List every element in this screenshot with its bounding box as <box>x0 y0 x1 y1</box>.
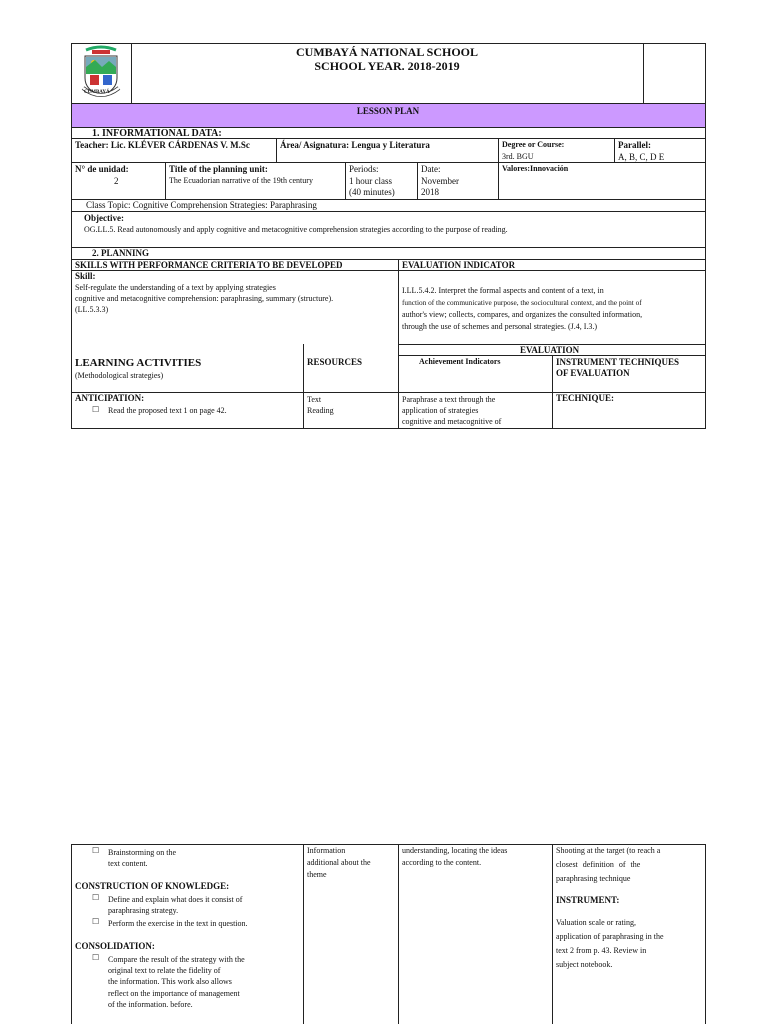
instrument-techniques-header-1: INSTRUMENT TECHNIQUES <box>556 357 679 367</box>
compare-line-2: original text to relate the fidelity of <box>108 966 221 975</box>
instrument-line-4: subject notebook. <box>556 960 613 969</box>
skill-line-2: cognitive and metacognitive comprehension: paraphrasing, summary (structure). <box>75 294 334 303</box>
resources-header: RESOURCES <box>307 357 363 367</box>
perform-item: Perform the exercise in the text in question. <box>108 919 248 928</box>
degree-label: Degree or Course: <box>502 140 565 149</box>
achievement-line-3: cognitive and metacognitive of <box>402 417 502 426</box>
planning-unit-title-value: The Ecuadorian narrative of the 19th century <box>169 176 313 185</box>
objective-text: OG.LL.5. Read autonomously and apply cognitive and metacognitive comprehension strategies according to the purpose of reading. <box>84 225 508 234</box>
bullet-icon: ☐ <box>92 893 100 902</box>
instrument-line-1: Valuation scale or rating, <box>556 918 636 927</box>
unit-value: 2 <box>114 176 119 186</box>
anticipation-label: ANTICIPATION: <box>75 393 145 403</box>
compare-line-5: of the information. before. <box>108 1000 193 1009</box>
achievement-indicators-header: Achievement Indicators <box>419 357 501 366</box>
objective-label: Objective: <box>84 213 124 223</box>
learning-activities-header: LEARNING ACTIVITIES <box>75 357 202 369</box>
lesson-plan-title: LESSON PLAN <box>356 106 420 116</box>
planning-unit-title-label: Title of the planning unit: <box>169 164 268 174</box>
evaluation-header: EVALUATION <box>520 345 580 355</box>
resources-text-1: Text <box>307 395 322 404</box>
bullet-icon: ☐ <box>92 846 100 855</box>
instrument-techniques-header-2: OF EVALUATION <box>556 368 630 378</box>
skill-line-1: Self-regulate the understanding of a text by applying strategies <box>75 283 276 292</box>
logo-text: CUMBAYÁ <box>84 90 110 95</box>
area-subject: Área/ Asignatura: Lengua y Literatura <box>280 140 430 150</box>
construction-label: CONSTRUCTION OF KNOWLEDGE: <box>75 881 230 891</box>
consolidation-label: CONSOLIDATION: <box>75 941 155 951</box>
date-line-2: 2018 <box>421 187 439 197</box>
indicator-line-1: I.LL.5.4.2. Interpret the formal aspects and content of a text, in <box>402 286 604 295</box>
school-year: SCHOOL YEAR. 2018-2019 <box>314 59 460 73</box>
instrument-line-2: application of paraphrasing in the <box>556 932 664 941</box>
define-line-2: paraphrasing strategy. <box>108 906 179 915</box>
anticipation-item: Read the proposed text 1 on page 42. <box>108 406 227 415</box>
bullet-icon: ☐ <box>92 953 100 962</box>
skill-line-3: (LL.5.3.3) <box>75 305 109 314</box>
teacher-name: Teacher: Lic. KLÉVER CÁRDENAS V. M.Sc <box>75 140 250 150</box>
compare-line-1: Compare the result of the strategy with the <box>108 955 245 964</box>
achievement-line-1: Paraphrase a text through the <box>402 395 496 404</box>
methodological-strategies: (Methodological strategies) <box>75 371 164 380</box>
compare-line-3: the information. This work also allows <box>108 977 232 986</box>
parallel-value: A, B, C, D E <box>618 152 665 162</box>
planning-heading: 2. PLANNING <box>92 248 150 258</box>
define-line-1: Define and explain what does it consist of <box>108 895 243 904</box>
skill-label: Skill: <box>75 271 96 281</box>
date-label: Date: <box>421 164 441 174</box>
skills-header: SKILLS WITH PERFORMANCE CRITERIA TO BE DEVELOPED <box>75 260 343 270</box>
instrument-line-3: text 2 from p. 43. Review in <box>556 946 647 955</box>
resources-text-2: Reading <box>307 406 334 415</box>
indicator-line-2: function of the communicative purpose, the sociocultural context, and the point of <box>402 298 642 307</box>
technique-label: TECHNIQUE: <box>556 393 615 403</box>
compare-line-4: reflect on the importance of management <box>108 989 240 998</box>
technique-line-2: closest definition of the <box>556 860 641 869</box>
parallel-label: Parallel: <box>618 140 651 150</box>
school-name: CUMBAYÁ NATIONAL SCHOOL <box>295 45 479 59</box>
resources-info-2: additional about the <box>307 858 371 867</box>
indicator-line-4: through the use of schemes and personal strategies. (J.4, I.3.) <box>402 322 598 331</box>
periods-label: Periods: <box>349 164 379 174</box>
bullet-icon: ☐ <box>92 405 100 414</box>
date-line-1: November <box>421 176 459 186</box>
evaluation-indicator-header: EVALUATION INDICATOR <box>402 260 516 270</box>
resources-info-1: Information <box>307 846 346 855</box>
periods-line-1: 1 hour class <box>349 176 392 186</box>
achievement-line-2: application of strategies <box>402 406 479 415</box>
technique-line-1: Shooting at the target (to reach a <box>556 846 661 855</box>
resources-info-3: theme <box>307 870 327 879</box>
indicator-line-3: author's view; collects, compares, and organizes the consulted information, <box>402 310 643 319</box>
achievement-cont-2: according to the content. <box>402 858 482 867</box>
unit-label: N° de unidad: <box>75 164 129 174</box>
achievement-cont-1: understanding, locating the ideas <box>402 846 508 855</box>
informational-heading: 1. INFORMATIONAL DATA: <box>92 128 222 139</box>
class-topic: Class Topic: Cognitive Comprehension Strategies: Paraphrasing <box>86 200 317 210</box>
brainstorm-line-1: Brainstorming on the <box>108 848 176 857</box>
school-logo <box>78 44 124 102</box>
technique-line-3: paraphrasing technique <box>556 874 631 883</box>
brainstorm-line-2: text content. <box>108 859 148 868</box>
bullet-icon: ☐ <box>92 917 100 926</box>
periods-line-2: (40 minutes) <box>349 187 395 197</box>
valores: Valores:Innovación <box>502 164 569 173</box>
degree-value: 3rd. BGU <box>502 152 534 161</box>
instrument-label: INSTRUMENT: <box>556 895 620 905</box>
